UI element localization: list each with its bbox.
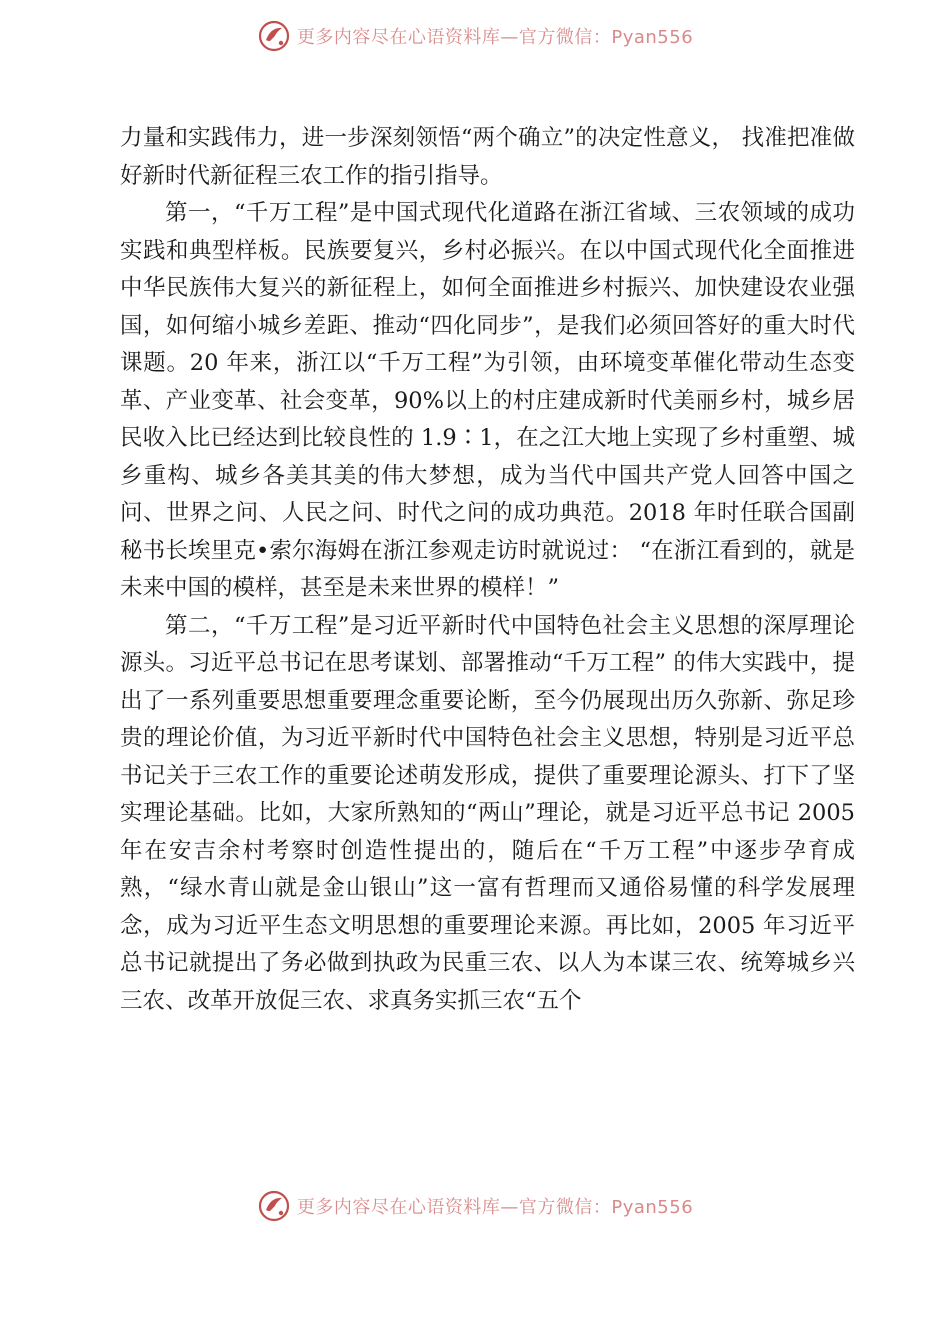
banner-text: 更多内容尽在心语资料库—官方微信：Pyan556 <box>296 27 694 48</box>
seal-logo-icon <box>257 1189 291 1223</box>
banner-content <box>257 19 693 53</box>
banner-content <box>257 1189 693 1223</box>
paragraph-3: 第二，“千万工程”是习近平新时代中国特色社会主义思想的深厚理论源头。习近平总书记在思考谋划、部署推动“千万工程” 的伟大实践中，提出了一系列重要思想重要理念重要论断，至今仍展现出历久弥新、弥足珍贵的理论价值，为习近平新时代中国特色社会主义思想，特别是习近平总书记关于三农工作的重要论述萌发形成，提供了重要理论源头、打下了坚实理论基础。比如，大家所熟知的“两山”理论，就是习近平总书记 2005 年在安吉余村考察时创造性提出的，随后在“千万工程”中逐步孕育成熟，“绿水青山就是金山银山”这一富有哲理而又通俗易懂的科学发展理念，成为习近平生态文明思想的重要理论来源。再比如，2005 年习近平总书记就提出了务必做到执政为民重三农、以人为本谋三农、统筹城乡兴三农、改革开放促三农、求真务实抓三农“五个 <box>120 612 855 1014</box>
banner-text: 更多内容尽在心语资料库—官方微信：Pyan556 <box>296 1197 694 1218</box>
paragraph-1: 力量和实践伟力，进一步深刻领悟“两个确立”的决定性意义， 找准把准做好新时代新征程三农工作的指引指导。 <box>120 125 855 189</box>
document-body <box>120 120 855 1020</box>
footer-banner <box>0 1186 950 1226</box>
paragraph-2: 第一，“千万工程”是中国式现代化道路在浙江省域、三农领域的成功实践和典型样板。民族要复兴，乡村必振兴。在以中国式现代化全面推进中华民族伟大复兴的新征程上，如何全面推进乡村振兴、加快建设农业强国，如何缩小城乡差距、推动“四化同步”，是我们必须回答好的重大时代课题。20 年来，浙江以“千万工程”为引领，由环境变革催化带动生态变革、产业变革、社会变革，90%以上的村庄建成新时代美丽乡村，城乡居民收入比已经达到比较良性的 1.9∶1，在之江大地上实现了乡村重塑、城乡重构、城乡各美其美的伟大梦想，成为当代中国共产党人回答中国之问、世界之问、人民之问、时代之问的成功典范。2018 年时任联合国副秘书长埃里克•索尔海姆在浙江参观走访时就说过： “在浙江看到的，就是未来中国的模样，甚至是未来世界的模样！” <box>120 200 855 601</box>
header-banner <box>0 16 950 56</box>
seal-logo-icon <box>257 19 291 53</box>
